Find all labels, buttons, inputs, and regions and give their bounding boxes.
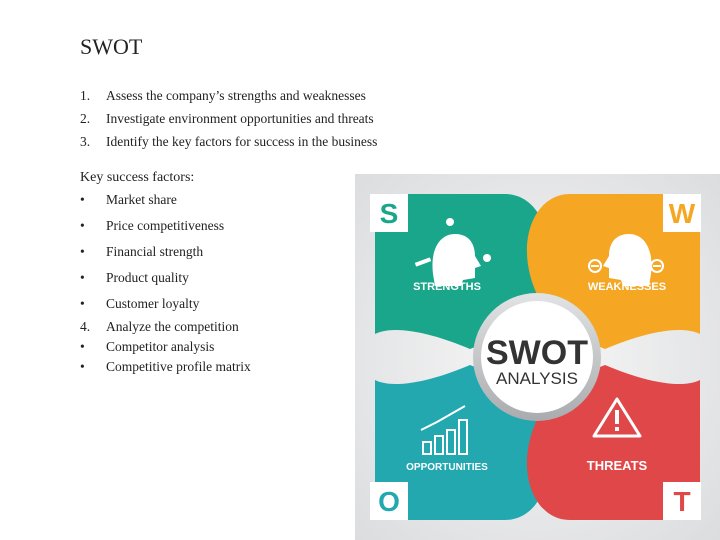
item-text: Customer loyalty: [106, 296, 200, 311]
list-item: [80, 190, 251, 210]
analysis-subtitle: ANALYSIS: [496, 369, 578, 388]
s-letter: S: [379, 198, 399, 229]
item-text: Assess the company’s strengths and weaknesses: [106, 87, 366, 103]
t-letter: T: [673, 486, 691, 517]
swot-analysis-graphic: [355, 174, 720, 540]
o-letter: O: [378, 486, 400, 517]
item-number: 1.: [80, 87, 91, 103]
bullet-mark: •: [80, 339, 85, 354]
list-item: [80, 291, 251, 317]
numbered-list: [80, 84, 377, 153]
item-text: Investigate environment opportunities and threats: [106, 110, 374, 126]
list-item: [80, 84, 377, 107]
weaknesses-label: WEAKNESSES: [587, 281, 667, 293]
strengths-label: STRENGTHS: [413, 281, 481, 293]
item-number: 2.: [80, 110, 91, 126]
bullet-mark: •: [80, 192, 85, 207]
bullet-mark: •: [80, 296, 85, 311]
bullet-mark: •: [80, 244, 85, 259]
ksf-heading: Key success factors:: [80, 170, 195, 185]
slide-title: SWOT: [80, 34, 143, 59]
item-text: Identify the key factors for success in the business: [106, 133, 378, 149]
item-text: Product quality: [106, 270, 189, 285]
swot-center-title: SWOT: [486, 334, 588, 372]
opportunities-label: OPPORTUNITIES: [406, 462, 488, 473]
ksf-list: [80, 190, 251, 377]
bullet-mark: •: [80, 359, 85, 374]
list-item: [80, 130, 377, 153]
item-text: Competitor analysis: [106, 339, 215, 354]
list-item: [80, 213, 251, 239]
list-item: [80, 317, 251, 337]
bullet-mark: •: [80, 270, 85, 285]
bullet-mark: 4.: [80, 319, 91, 334]
threats-label: THREATS: [586, 458, 648, 473]
item-text: Competitive profile matrix: [106, 359, 251, 374]
list-item: [80, 357, 251, 377]
item-text: Price competitiveness: [106, 218, 225, 233]
item-number: 3.: [80, 133, 91, 149]
list-item: [80, 239, 251, 265]
list-item: [80, 107, 377, 130]
bullet-mark: •: [80, 218, 85, 233]
list-item: [80, 265, 251, 291]
list-item: [80, 337, 251, 357]
w-letter: W: [668, 198, 696, 229]
item-text: Financial strength: [106, 244, 204, 259]
item-text: Analyze the competition: [106, 319, 239, 334]
item-text: Market share: [106, 192, 177, 207]
